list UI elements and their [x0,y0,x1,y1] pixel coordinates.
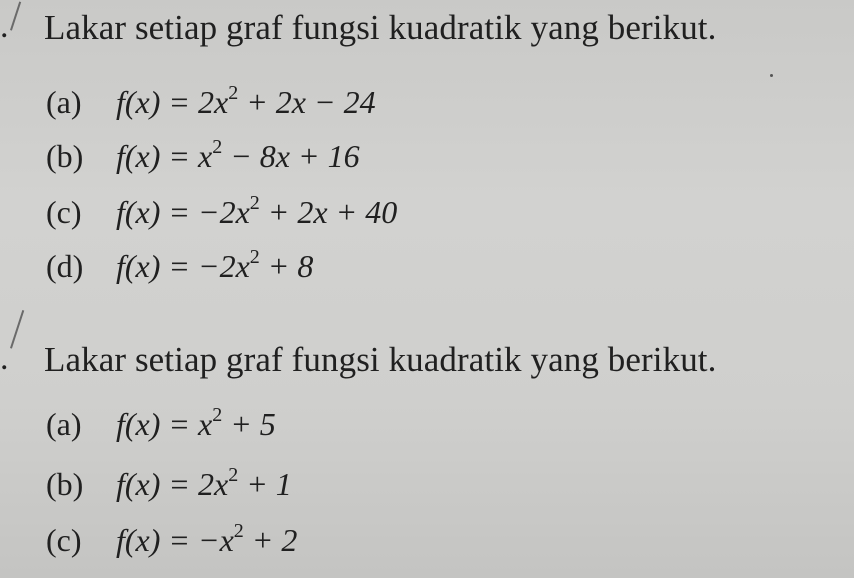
handwritten-tick-mark [10,1,21,30]
item-label: (c) [46,194,82,230]
list-item [46,464,292,508]
expression-rest: + 1 [238,466,292,502]
function-lhs: f(x) = [116,248,198,284]
exponent: 2 [249,246,260,268]
exponent: 2 [249,192,260,214]
item-label: (a) [46,406,82,442]
question-number-marker: . [0,340,9,377]
expression-term: −x [198,522,234,558]
expression-term: −2x [198,248,250,284]
list-item [46,82,376,126]
expression-term: 2x [198,84,229,120]
list-item [46,192,398,236]
expression-rest: + 2x + 40 [259,194,398,230]
exponent: 2 [212,136,223,158]
expression-rest: + 5 [222,406,276,442]
question-instruction: Lakar setiap graf fungsi kuadratik yang berikut. [44,8,717,47]
item-label: (b) [46,138,84,174]
list-item [46,136,360,180]
list-item [46,404,276,448]
paper-speck [770,74,773,77]
expression-term: −2x [198,194,250,230]
function-expression [116,404,276,442]
function-lhs: f(x) = [116,84,198,120]
exponent: 2 [212,404,223,426]
function-expression [116,192,398,230]
question-number-marker: . [0,8,9,45]
expression-term: 2x [198,466,229,502]
question-instruction: Lakar setiap graf fungsi kuadratik yang berikut. [44,340,717,379]
expression-term: x [198,138,213,174]
exponent: 2 [233,520,244,542]
item-label: (c) [46,522,82,558]
function-lhs: f(x) = [116,406,198,442]
function-expression [116,136,360,174]
expression-term: x [198,406,213,442]
function-lhs: f(x) = [116,194,198,230]
function-expression [116,82,376,120]
function-expression [116,246,314,284]
list-item [46,246,314,290]
function-lhs: f(x) = [116,466,198,502]
function-expression [116,520,298,558]
expression-rest: + 2x − 24 [238,84,376,120]
list-item [46,520,298,564]
exponent: 2 [228,464,239,486]
function-expression [116,464,292,502]
item-label: (b) [46,466,84,502]
expression-rest: + 8 [259,248,314,284]
item-label: (a) [46,84,82,120]
function-lhs: f(x) = [116,522,198,558]
function-lhs: f(x) = [116,138,198,174]
expression-rest: + 2 [243,522,298,558]
expression-rest: − 8x + 16 [222,138,360,174]
exponent: 2 [228,82,239,104]
item-label: (d) [46,248,84,284]
handwritten-tick-mark [10,310,24,349]
